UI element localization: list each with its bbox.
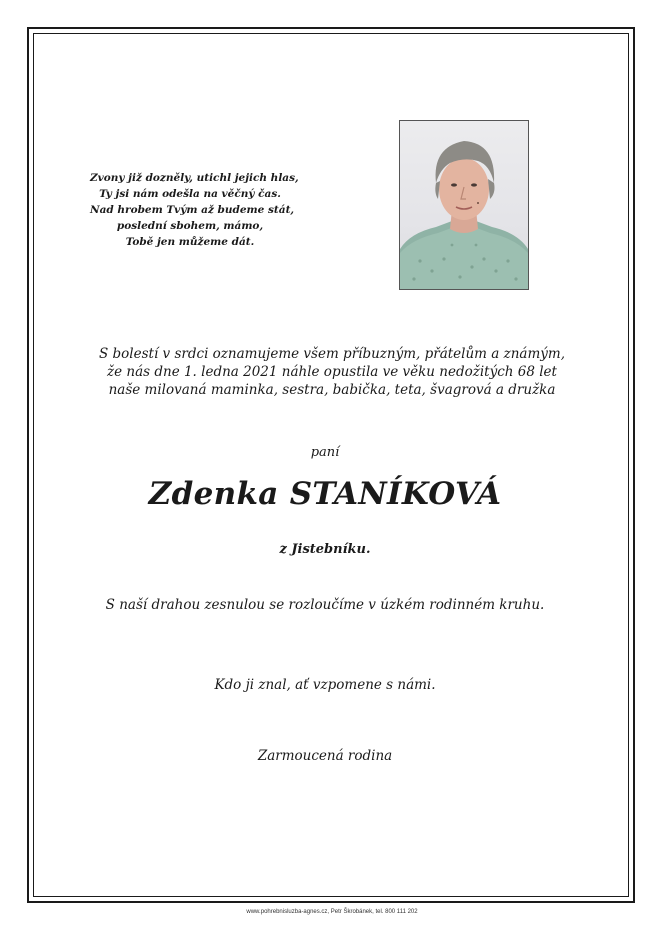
remembrance-line: Kdo ji znal, ať vzpomene s námi. bbox=[214, 677, 436, 693]
poem-line: Nad hrobem Tvým až budeme stát, bbox=[90, 204, 295, 216]
honorific: paní bbox=[310, 445, 340, 460]
funeral-service-footer: www.pohrebnisluzba-agnes.cz, Petr Škrobánek, tel. 800 111 202 bbox=[246, 909, 418, 915]
deceased-name: Zdenka STANÍKOVÁ bbox=[148, 476, 502, 512]
memorial-poem bbox=[90, 170, 299, 250]
poem-line: poslední sbohem, mámo, bbox=[116, 220, 264, 232]
announcement-line: naše milovaná maminka, sestra, babička, teta, švagrová a družka bbox=[108, 382, 556, 398]
family-signoff: Zarmoucená rodina bbox=[257, 748, 393, 764]
poem-line: Zvony již dozněly, utichl jejich hlas, bbox=[90, 172, 299, 184]
portrait-photo bbox=[399, 120, 529, 290]
portrait-icon bbox=[400, 121, 528, 289]
announcement-line: S bolestí v srdci oznamujeme všem příbuzným, přátelům a známým, bbox=[98, 346, 565, 362]
poem-line: Ty jsi nám odešla na věčný čas. bbox=[99, 188, 281, 200]
announcement-line: že nás dne 1. ledna 2021 náhle opustila ve věku nedožitých 68 let bbox=[107, 364, 557, 380]
poem-line: Tobě jen můžeme dát. bbox=[125, 236, 255, 248]
inner-border bbox=[33, 33, 629, 897]
farewell-note: S naší drahou zesnulou se rozloučíme v úzkém rodinném kruhu. bbox=[105, 597, 545, 613]
origin-place: z Jistebníku. bbox=[279, 542, 371, 557]
announcement-text bbox=[60, 345, 604, 399]
